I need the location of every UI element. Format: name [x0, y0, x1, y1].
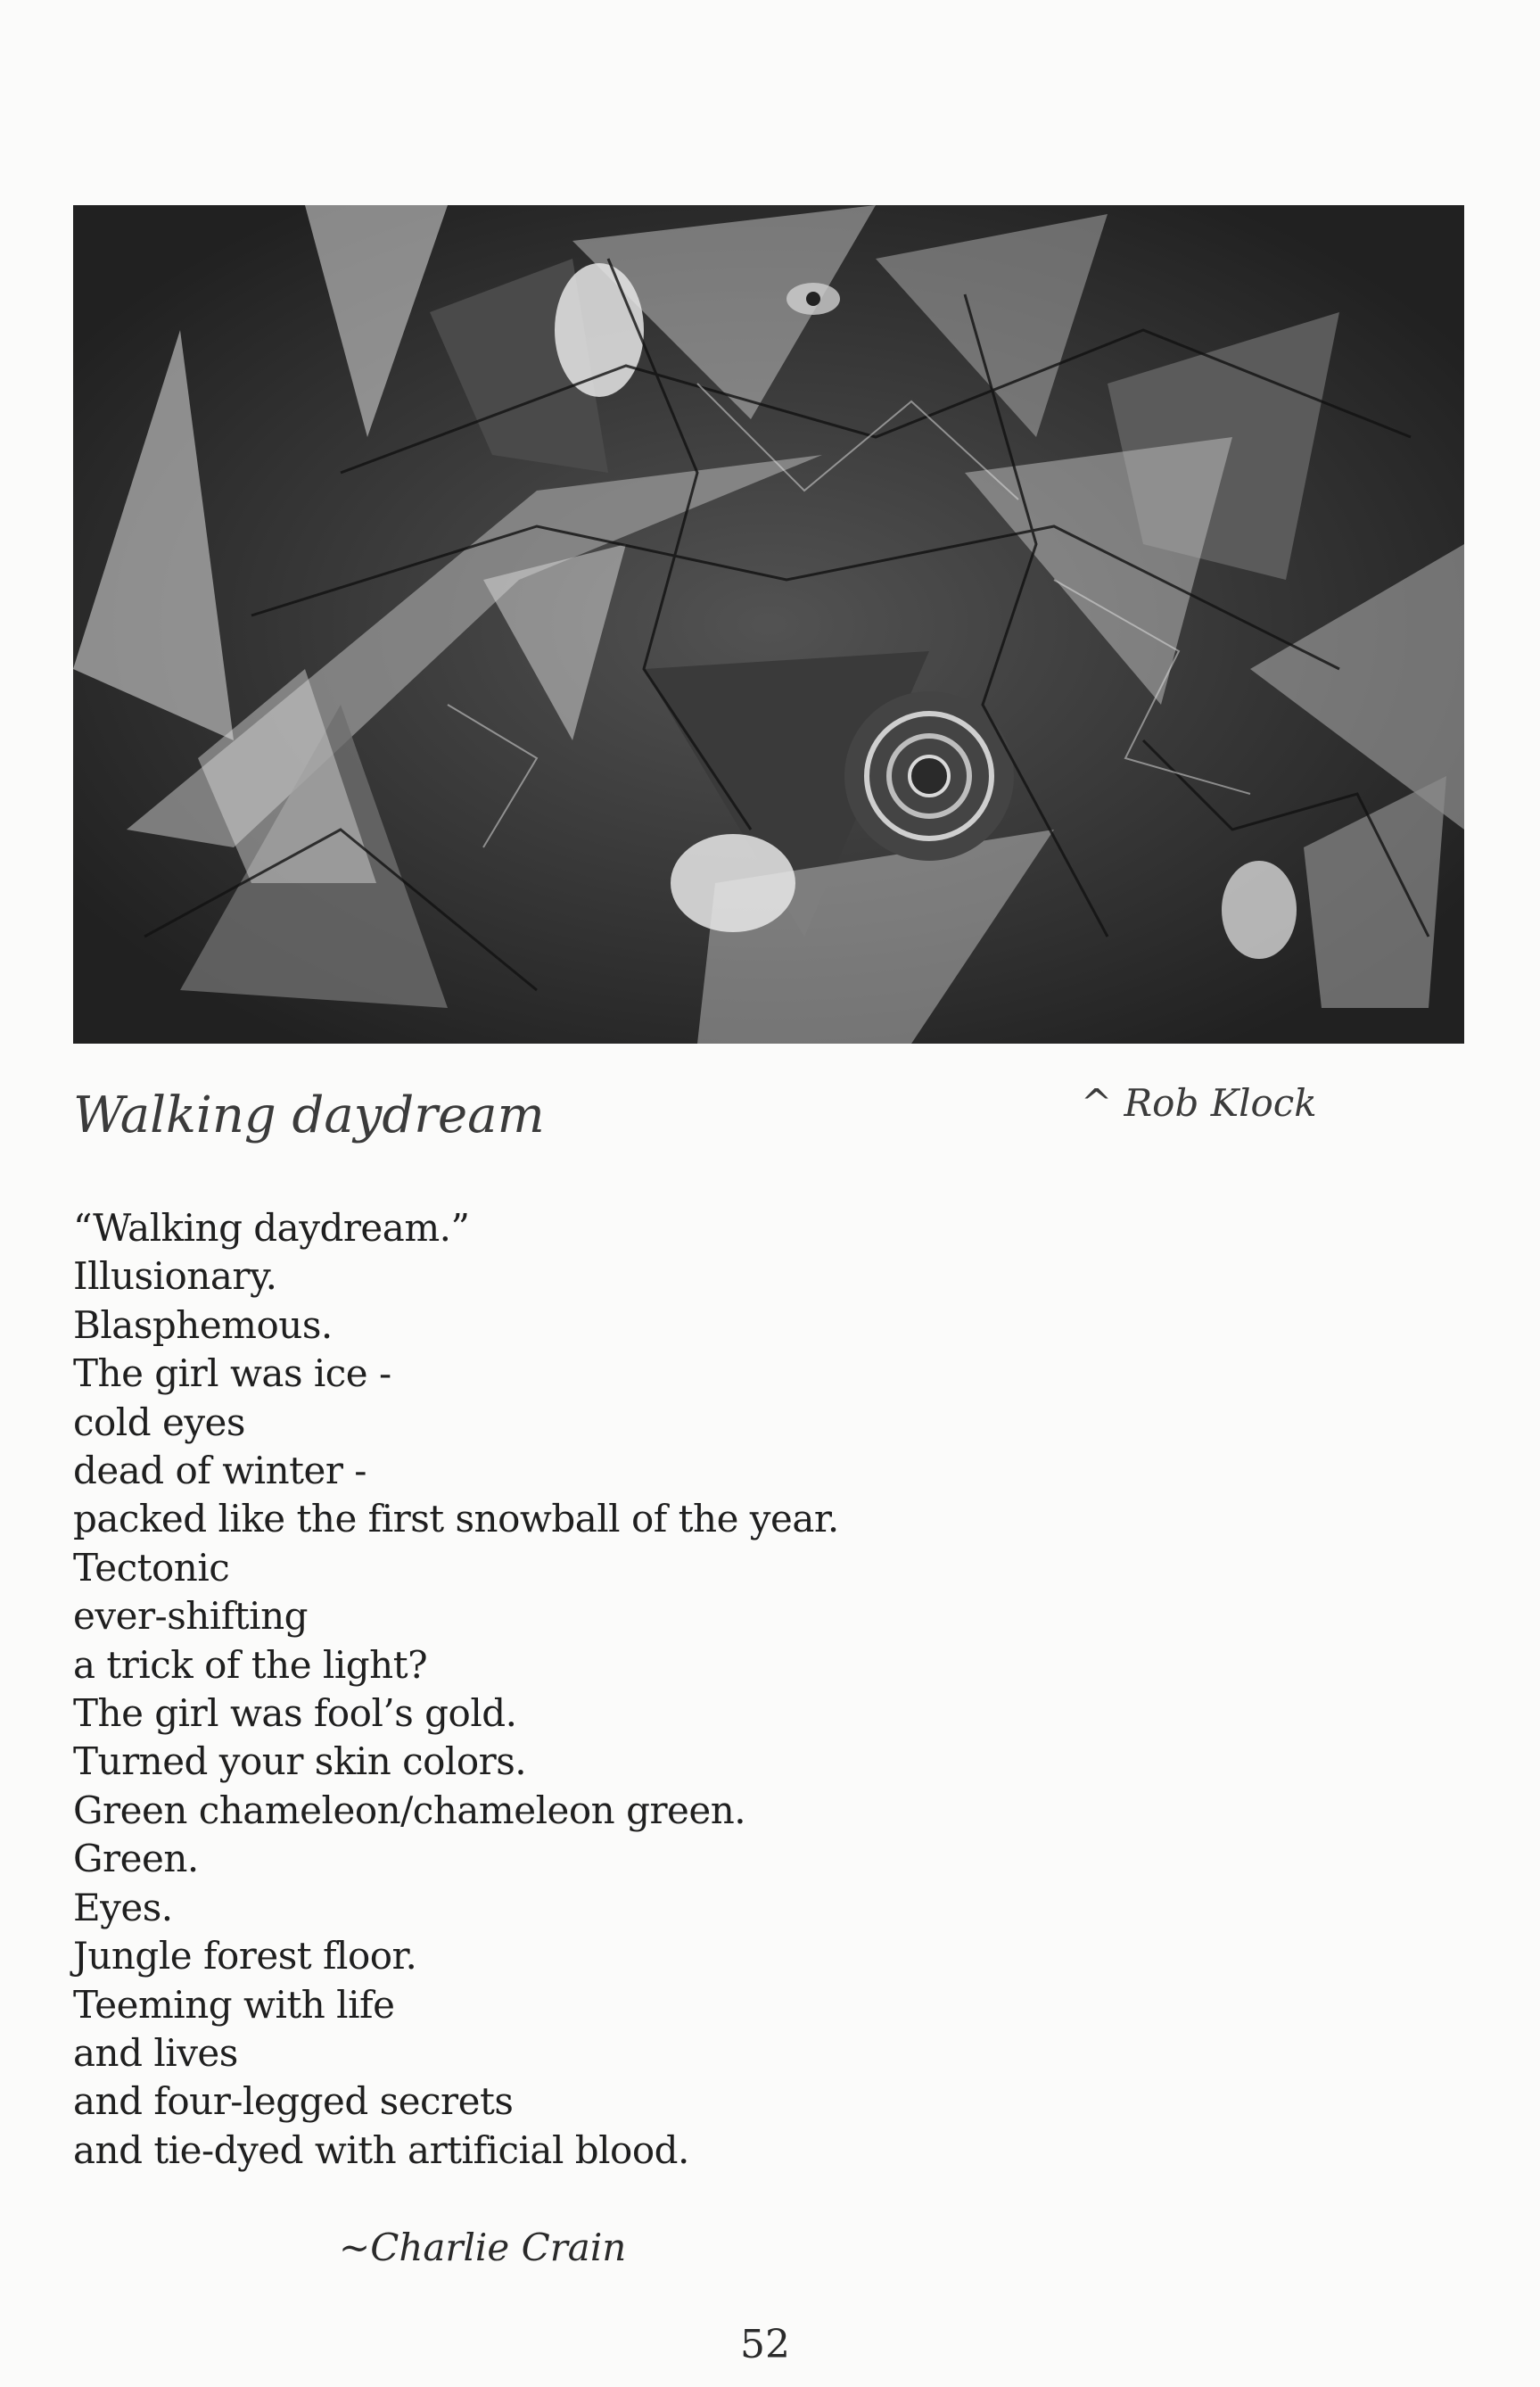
poem-line: dead of winter -: [73, 1449, 366, 1493]
poem-line: Green chameleon/chameleon green.: [73, 1788, 746, 1832]
poem-line: Tectonic: [73, 1545, 230, 1590]
poem-line: packed like the first snowball of the year.: [73, 1497, 839, 1541]
poem-line: The girl was ice -: [73, 1351, 391, 1396]
page-number: 52: [740, 2322, 790, 2367]
poem-line: ever-shifting: [73, 1594, 309, 1639]
artwork-credit: ^ Rob Klock: [1081, 1081, 1317, 1125]
poem-line: and tie-dyed with artificial blood.: [73, 2127, 689, 2172]
poem-line: Blasphemous.: [73, 1302, 333, 1347]
poem-line: a trick of the light?: [73, 1642, 428, 1687]
artwork-caption-title: Walking daydream: [73, 1086, 545, 1144]
artwork-image: [73, 205, 1464, 1044]
poem-body: [73, 1204, 839, 2175]
poem-line: cold eyes: [73, 1400, 245, 1444]
abstract-ink-drawing-image: [73, 205, 1464, 1044]
poem-line: Illusionary.: [73, 1254, 277, 1299]
poem-line: Turned your skin colors.: [73, 1739, 527, 1784]
poem-line: Teeming with life: [73, 1982, 395, 2027]
poem-line: Eyes.: [73, 1885, 173, 1929]
poem-line: and four-legged secrets: [73, 2079, 514, 2124]
poem-author: ~Charlie Crain: [339, 2226, 627, 2269]
poem-line: Jungle forest floor.: [73, 1934, 417, 1978]
poem-line: and lives: [73, 2030, 238, 2075]
poem-line: Green.: [73, 1837, 199, 1881]
poem-line: The girl was fool’s gold.: [73, 1691, 517, 1736]
poem-line: “Walking daydream.”: [73, 1206, 470, 1250]
